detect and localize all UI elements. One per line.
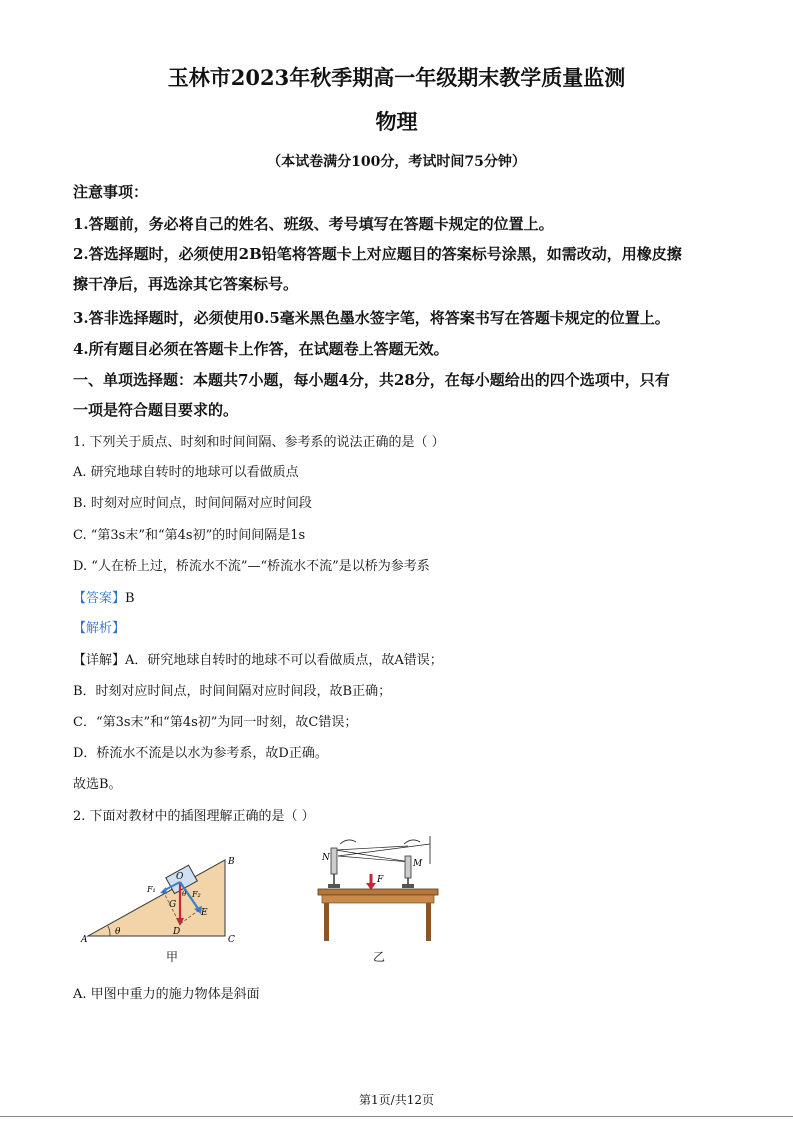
mirror-n-base — [328, 884, 340, 888]
bottom-rule — [0, 1116, 793, 1117]
label-m: M — [413, 859, 423, 869]
arc-arrow-right — [404, 840, 420, 844]
table-leg-1 — [324, 903, 329, 941]
q1-conclusion: 故选B。 — [73, 777, 122, 792]
label-f: F — [377, 875, 384, 885]
q1-option-d: D. “人在桥上过，桥流水不流”—“桥流水不流”是以桥为参考系 — [73, 559, 430, 574]
q2-stem: 2. 下面对教材中的插图理解正确的是（ ） — [73, 809, 315, 824]
label-theta-small: θ — [182, 890, 187, 898]
label-f1: F₁ — [147, 885, 156, 894]
q1-option-c: C. “第3s末”和“第4s初”的时间间隔是1s — [73, 528, 306, 543]
figure-incline — [80, 852, 245, 952]
f1-arrowhead — [160, 887, 167, 894]
note-item-1: 1.答题前，务必将自己的姓名、班级、考号填写在答题卡规定的位置上。 — [73, 215, 554, 233]
arc-arrow-left — [340, 840, 356, 844]
q1-option-a: A. 研究地球自转时的地球可以看做质点 — [73, 465, 299, 480]
section-heading: 一、单项选择题：本题共7小题，每小题4分，共28分，在每小题给出的四个选项中，只有 — [73, 371, 670, 389]
figure-b-caption: 乙 — [373, 950, 386, 964]
label-g: G — [169, 900, 177, 910]
q1-stem: 1. 下列关于质点、时刻和时间间隔、参考系的说法正确的是（ ） — [73, 435, 445, 450]
detail-line: A．研究地球自转时的地球不可以看做质点，故A错误； — [125, 653, 443, 668]
label-e: E — [201, 908, 208, 918]
figure-a-caption: 甲 — [166, 950, 179, 964]
q1-analysis-tag: 【解析】 — [73, 621, 126, 636]
mirror-m — [405, 856, 411, 878]
label-d: D — [173, 927, 181, 937]
q1-detail-d: D．桥流水不流是以水为参考系，故D正确。 — [73, 746, 328, 761]
label-b: B — [228, 857, 235, 867]
answer-value: B — [125, 591, 135, 606]
table-leg-2 — [426, 903, 431, 941]
q1-detail-c: C．“第3s末”和“第4s初”为同一时刻，故C错误； — [73, 715, 358, 730]
q1-detail-a — [73, 649, 443, 668]
mirror-n — [331, 848, 337, 874]
note-item-4: 4.所有题目必须在答题卡上作答，在试题卷上答题无效。 — [73, 340, 449, 358]
note-item-2-cont: 擦干净后，再选涂其它答案标号。 — [73, 275, 299, 293]
incline-triangle — [88, 860, 225, 936]
light-ray-3 — [338, 844, 430, 856]
exam-info: （本试卷满分100分，考试时间75分钟） — [267, 154, 526, 170]
notes-heading: 注意事项： — [73, 183, 149, 201]
subject-title: 物理 — [375, 109, 418, 134]
exam-title: 玉林市2023年秋季期高一年级期末教学质量监测 — [167, 65, 626, 90]
section-heading-cont: 一项是符合题目要求的。 — [73, 401, 239, 419]
label-c: C — [228, 935, 235, 945]
q1-answer — [73, 587, 135, 606]
label-o: O — [176, 872, 184, 882]
figure-table-mirrors — [312, 832, 442, 944]
label-a: A — [81, 935, 88, 945]
q2-option-a: A. 甲图中重力的施力物体是斜面 — [73, 987, 260, 1002]
light-ray-1 — [336, 850, 410, 862]
detail-tag: 【详解】 — [73, 653, 126, 668]
answer-tag: 【答案】 — [73, 591, 126, 606]
note-item-3: 3.答非选择题时，必须使用0.5毫米黑色墨水签字笔，将答案书写在答题卡规定的位置上。 — [73, 309, 670, 327]
table-top — [318, 889, 438, 895]
q1-option-b: B. 时刻对应时间点，时间间隔对应时间段 — [73, 496, 312, 511]
mirror-m-base — [402, 884, 414, 888]
label-n: N — [322, 853, 330, 863]
label-theta: θ — [115, 927, 121, 937]
table-apron — [322, 895, 434, 903]
note-item-2: 2.答选择题时，必须使用2B铅笔将答题卡上对应题目的答案标号涂黑，如需改动，用橡皮擦 — [73, 245, 682, 263]
light-ray-2 — [338, 856, 410, 862]
page-footer: 第1页/共12页 — [359, 1093, 434, 1107]
label-f2: F₂ — [192, 890, 201, 899]
q1-detail-b: B．时刻对应时间点，时间间隔对应时间段，故B正确； — [73, 684, 392, 699]
